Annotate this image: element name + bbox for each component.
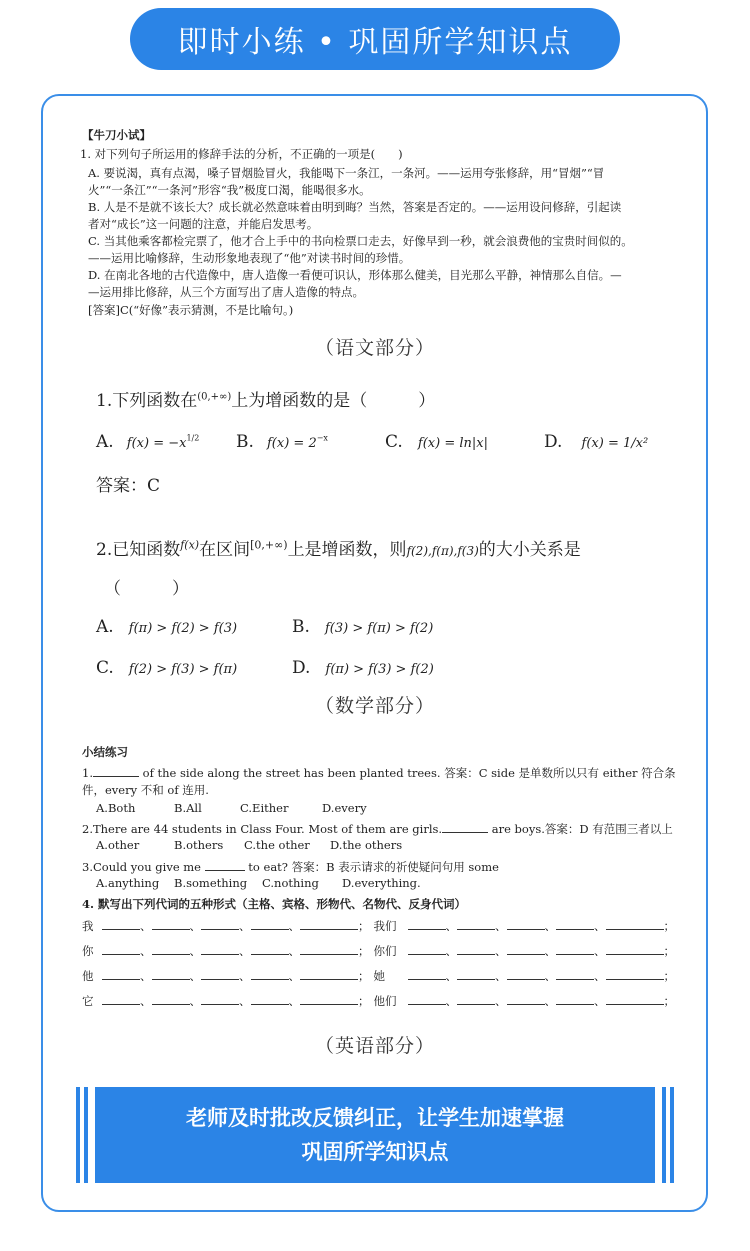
- footer-line-1: 老师及时批改反馈纠正，让学生加速掌握: [186, 1106, 564, 1130]
- english-q2-options: [96, 838, 402, 852]
- answer-blank[interactable]: [300, 942, 358, 955]
- footer-bar-right: [670, 1087, 674, 1183]
- answer-blank[interactable]: [606, 967, 664, 980]
- math-q2: [96, 535, 581, 560]
- english-q3: [82, 858, 499, 875]
- pronoun-right: 我们: [373, 919, 397, 933]
- pronoun-left: 我: [82, 919, 94, 933]
- pronoun-row: 他 、 、 、 、 ； 她 、 、 、 、 ；: [82, 969, 675, 983]
- answer-blank[interactable]: [556, 992, 594, 1005]
- pronoun-left: 它: [82, 994, 94, 1008]
- answer-blank[interactable]: [507, 917, 545, 930]
- option: D.every: [322, 801, 367, 815]
- footer-banner: [95, 1087, 655, 1183]
- option-expr: f(x) = −x: [126, 436, 187, 451]
- pronoun-left: 他: [82, 969, 94, 983]
- option: D.the others: [330, 838, 403, 852]
- option: C.nothing: [262, 876, 319, 890]
- answer-blank[interactable]: [152, 917, 190, 930]
- math-q2-mid: 在区间: [199, 540, 251, 560]
- answer-blank[interactable]: [201, 967, 239, 980]
- answer-blank[interactable]: [507, 967, 545, 980]
- footer-bar-left: [76, 1087, 80, 1183]
- math-q2-option-d: [292, 658, 434, 678]
- pronoun-row: 它 、 、 、 、 ； 他们 、 、 、 、 ；: [82, 994, 675, 1008]
- footer-line-2: 巩固所学知识点: [301, 1140, 449, 1164]
- english-q2: [82, 820, 673, 837]
- english-q1: [82, 764, 676, 781]
- answer-blank[interactable]: [201, 942, 239, 955]
- chinese-line: —运用排比修辞，从三个方面写出了唐人造像的特点。: [88, 285, 364, 299]
- math-q2-vals: f(2),f(π),f(3): [406, 544, 479, 558]
- english-heading: 小结练习: [82, 745, 128, 759]
- answer-blank[interactable]: [408, 992, 446, 1005]
- answer-blank[interactable]: [152, 942, 190, 955]
- english-q3-options: [96, 876, 421, 890]
- math-q2-option-c: [96, 658, 237, 678]
- math-q1: [96, 386, 435, 411]
- pronoun-right: 你们: [373, 944, 397, 958]
- answer-blank[interactable]: [606, 992, 664, 1005]
- math-q1-suffix: 上为增函数的是（ ）: [231, 391, 436, 411]
- math-q1-answer: 答案：C: [96, 476, 161, 496]
- answer-blank[interactable]: [556, 967, 594, 980]
- answer-blank[interactable]: [457, 942, 495, 955]
- option-sup: 1/2: [186, 433, 200, 443]
- math-q1-interval: (0,+∞): [197, 391, 232, 403]
- math-q2-option-a: [96, 617, 237, 637]
- option-expr: f(2) > f(3) > f(π): [128, 662, 238, 677]
- answer-blank[interactable]: [205, 858, 245, 871]
- option-letter: A.: [96, 432, 114, 452]
- option-expr: f(x) = ln|x|: [417, 436, 488, 451]
- answer-blank[interactable]: [457, 967, 495, 980]
- option: B.others: [174, 838, 224, 852]
- chinese-line: D. 在南北各地的古代造像中，唐人造像一看便可识认，形体那么健美，目光那么平静，神情那么自信。—: [88, 268, 622, 282]
- chinese-line: C. 当其他乘客都检完票了，他才合上手中的书向检票口走去，好像早到一秒，就会浪费他的宝贵时间似的。: [88, 234, 633, 248]
- option-expr: f(π) > f(2) > f(3): [128, 621, 238, 636]
- math-q1-option-a: [96, 432, 199, 452]
- option: A.anything: [96, 876, 160, 890]
- option-letter: A.: [96, 617, 114, 637]
- math-q2-prefix: 2.已知函数: [96, 540, 181, 560]
- math-section-label: （数学部分）: [314, 695, 435, 717]
- math-q1-prefix: 1.下列函数在: [96, 391, 198, 411]
- pronoun-right: 他们: [373, 994, 397, 1008]
- answer-blank[interactable]: [556, 917, 594, 930]
- option: D.everything.: [342, 876, 421, 890]
- chinese-line: 者对“成长”这一问题的注意，并能启发思考。: [88, 217, 319, 231]
- chinese-heading: 【牛刀小试】: [82, 128, 151, 142]
- english-q4: 4. 默写出下列代词的五种形式（主格、宾格、形物代、名物代、反身代词）: [82, 897, 467, 911]
- answer-blank[interactable]: [507, 942, 545, 955]
- answer-blank[interactable]: [408, 917, 446, 930]
- answer-blank[interactable]: [152, 967, 190, 980]
- pronoun-row: 你 、 、 、 、 ； 你们 、 、 、 、 ；: [82, 944, 675, 958]
- english-q1-options: [96, 801, 367, 815]
- math-q2-interval: [0,+∞): [250, 538, 288, 552]
- answer-blank[interactable]: [606, 917, 664, 930]
- answer-blank[interactable]: [507, 992, 545, 1005]
- english-section-label: （英语部分）: [314, 1035, 435, 1057]
- answer-blank[interactable]: [102, 967, 140, 980]
- chinese-question: 1. 对下列句子所运用的修辞手法的分析，不正确的一项是( ): [80, 147, 403, 161]
- answer-blank[interactable]: [606, 942, 664, 955]
- option-letter: D.: [544, 432, 563, 452]
- answer-blank[interactable]: [300, 967, 358, 980]
- footer-bar-right: [662, 1087, 666, 1183]
- answer-blank[interactable]: [408, 942, 446, 955]
- answer-blank[interactable]: [457, 917, 495, 930]
- option: B.All: [174, 801, 202, 815]
- math-q1-option-d: [544, 432, 648, 452]
- english-q1-text: of the side along the street has been planted trees. 答案：C side 是单数所以只有 either 符合条: [138, 766, 676, 780]
- english-q2-text: 2.There are 44 students in Class Four. Most of them are girls.: [82, 822, 443, 836]
- answer-blank[interactable]: [251, 967, 289, 980]
- option-sup: −x: [316, 433, 328, 443]
- english-q3-text2: to eat? 答案：B 表示请求的祈使疑问句用 some: [244, 860, 499, 874]
- option: C.the other: [244, 838, 310, 852]
- chinese-line: 火”“一条江”“一条河”形容“我”极度口渴，能喝很多水。: [88, 183, 371, 197]
- answer-blank[interactable]: [457, 992, 495, 1005]
- math-q2-option-b: [292, 617, 433, 637]
- chinese-answer: [答案]C(“好像”表示猜测，不是比喻句。): [88, 303, 294, 317]
- answer-blank[interactable]: [201, 992, 239, 1005]
- chinese-line: B. 人是不是就不该长大？成长就必然意味着由明到晦？当然，答案是否定的。——运用设问修辞，引起读: [88, 200, 622, 214]
- answer-blank[interactable]: [556, 942, 594, 955]
- answer-blank[interactable]: [251, 992, 289, 1005]
- math-q2-fx: f(x): [180, 538, 200, 552]
- option: C.Either: [240, 801, 289, 815]
- answer-blank[interactable]: [102, 942, 140, 955]
- math-q1-option-c: [385, 432, 488, 452]
- option-expr: f(x) = 1/x²: [581, 436, 649, 451]
- answer-blank[interactable]: [251, 917, 289, 930]
- chinese-line: ——运用比喻修辞，生动形象地表现了“他”对读书时间的珍惜。: [88, 251, 411, 265]
- answer-blank[interactable]: [102, 992, 140, 1005]
- chinese-line: A. 要说渴，真有点渴，嗓子冒烟脸冒火，我能喝下一条江，一条河。——运用夸张修辞，用“冒烟”“冒: [88, 166, 605, 180]
- answer-blank[interactable]: [442, 820, 488, 833]
- answer-blank[interactable]: [408, 967, 446, 980]
- math-q1-option-b: [236, 432, 328, 452]
- answer-blank[interactable]: [201, 917, 239, 930]
- option-letter: D.: [292, 658, 311, 678]
- chinese-section-label: （语文部分）: [314, 337, 435, 359]
- answer-blank[interactable]: [300, 917, 358, 930]
- option-letter: C.: [385, 432, 403, 452]
- pronoun-row: 我 、 、 、 、 ； 我们 、 、 、 、 ；: [82, 919, 675, 933]
- answer-blank[interactable]: [93, 764, 139, 777]
- english-q2-text2: are boys.答案：D 有范围三者以上: [488, 822, 673, 836]
- option-letter: B.: [292, 617, 310, 637]
- math-q2-suffix: 的大小关系是: [478, 540, 581, 560]
- option: A.Both: [96, 801, 136, 815]
- option-expr: f(x) = 2: [267, 436, 317, 451]
- answer-blank[interactable]: [152, 992, 190, 1005]
- option-letter: B.: [236, 432, 254, 452]
- english-q3-text: 3.Could you give me: [82, 860, 205, 874]
- option: B.something: [174, 876, 248, 890]
- pronoun-left: 你: [82, 944, 94, 958]
- answer-blank[interactable]: [300, 992, 358, 1005]
- option: A.other: [96, 838, 140, 852]
- answer-blank[interactable]: [102, 917, 140, 930]
- english-q1-cont: 件，every 不和 of 连用.: [82, 783, 209, 797]
- option-expr: f(π) > f(3) > f(2): [325, 662, 434, 677]
- header-title: 即时小练 • 巩固所学知识点: [130, 8, 620, 70]
- answer-blank[interactable]: [251, 942, 289, 955]
- option-letter: C.: [96, 658, 114, 678]
- pronoun-right: 她: [373, 969, 385, 983]
- option-expr: f(3) > f(π) > f(2): [325, 621, 434, 636]
- math-q2-mid2: 上是增函数，则: [287, 540, 407, 560]
- english-q1-num: 1.: [82, 766, 93, 780]
- math-q2-paren: （ ）: [104, 579, 189, 599]
- footer-bar-left: [84, 1087, 88, 1183]
